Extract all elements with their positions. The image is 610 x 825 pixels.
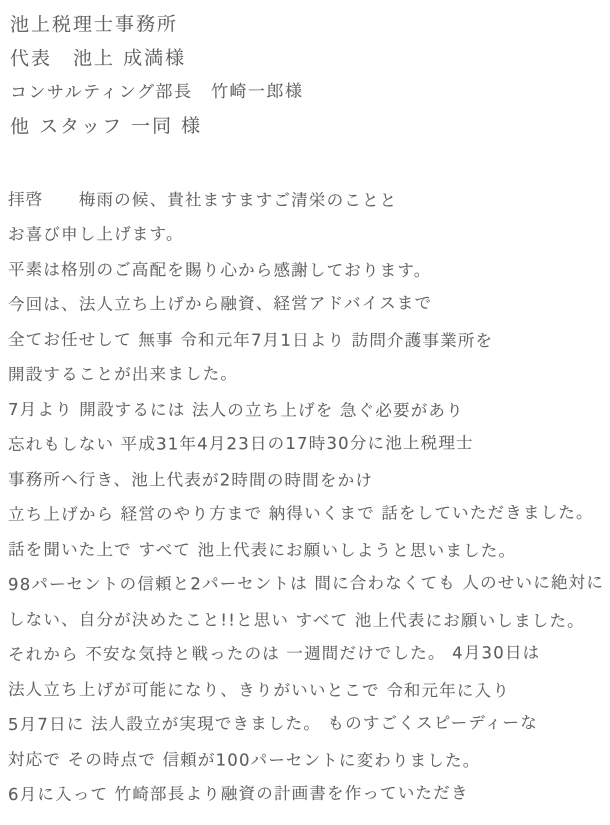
body-line: 事務所へ行き、池上代表が2時間の時間をかけ xyxy=(7,470,374,490)
body-line: 立ち上げから 経営のやり方まで 納得いくまで 話をしていただきました。 xyxy=(7,502,594,524)
recipient-representative: 代表 池上 成満様 xyxy=(9,47,187,70)
body-line: 法人立ち上げが可能になり、きりがいいとこで 令和元年に入り xyxy=(7,680,511,701)
body-line: 開設することが出来ました。 xyxy=(7,364,239,384)
body-line: 対応で その時点で 信頼が100パーセントに変わりました。 xyxy=(7,750,481,771)
letter-body xyxy=(0,182,610,812)
body-line: 5月7日に 法人設立が実現できました。 ものすごくスピーディーな xyxy=(7,713,538,734)
recipient-block xyxy=(0,0,610,144)
body-line-greeting: 拝啓 梅雨の候、貴社ますますご清栄のことと xyxy=(7,190,398,211)
recipient-staff: 他 スタッフ 一同 様 xyxy=(9,115,203,138)
recipient-consulting-manager: コンサルティング部長 竹崎一郎様 xyxy=(9,81,304,103)
body-line: お喜び申し上げます。 xyxy=(7,224,184,244)
body-line: 話を聞いた上で すべて 池上代表にお願いしようと思いました。 xyxy=(7,540,517,561)
body-line: それから 不安な気持と戦ったのは 一週間だけでした。 4月30日は xyxy=(7,643,541,664)
body-line: 今回は、法人立ち上げから融資、経営アドバイスまで xyxy=(7,293,433,314)
body-line: 忘れもしない 平成31年4月23日の17時30分に池上税理士 xyxy=(7,433,474,454)
body-line: しない、自分が決めたこと!!と思い すべて 池上代表にお願いしました。 xyxy=(7,610,585,631)
body-line: 7月より 開設するには 法人の立ち上げを 急ぐ必要があり xyxy=(7,400,464,421)
body-line: 平素は格別のご高配を賜り心から感謝しております。 xyxy=(7,260,432,281)
recipient-office-name: 池上税理士事務所 xyxy=(9,13,179,36)
body-line: 全てお任せして 無事 令和元年7月1日より 訪問介護事業所を xyxy=(7,330,494,351)
body-line: 98パーセントの信頼と2パーセントは 間に合わなくても 人のせいに絶対に xyxy=(7,572,605,594)
body-line: 6月に入って 竹崎部長より融資の計画書を作っていただき xyxy=(7,783,469,804)
